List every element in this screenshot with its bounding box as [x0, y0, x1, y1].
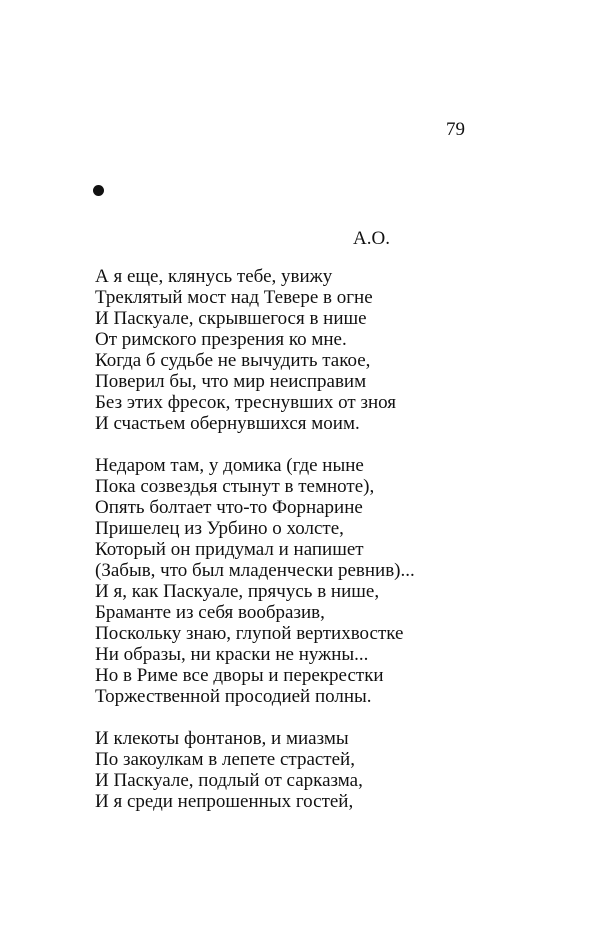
- poem-line: Треклятый мост над Тевере в огне: [95, 287, 373, 308]
- poem-line: И Паскуале, подлый от сарказма,: [95, 770, 363, 791]
- dedication: А.О.: [353, 228, 390, 249]
- poem-line: И Паскуале, скрывшегося в нише: [95, 308, 367, 329]
- poem-line: Но в Риме все дворы и перекрестки: [95, 665, 384, 686]
- poem-line: И счастьем обернувшихся моим.: [95, 413, 360, 434]
- poem-line: И я, как Паскуале, прячусь в нише,: [95, 581, 380, 602]
- poem-line: По закоулкам в лепете страстей,: [95, 749, 355, 770]
- poem-line: Поскольку знаю, глупой вертихвостке: [95, 623, 404, 644]
- stanza-2: [95, 455, 555, 707]
- poem-line: (Забыв, что был младенчески ревнив)...: [95, 560, 415, 581]
- poem-line: Браманте из себя вообразив,: [95, 602, 325, 623]
- poem-line: От римского презрения ко мне.: [95, 329, 347, 350]
- poem: [95, 266, 555, 833]
- bullet-icon: [93, 185, 104, 196]
- poem-line: Недаром там, у домика (где ныне: [95, 455, 364, 476]
- poem-line: Пока созвездья стынут в темноте),: [95, 476, 375, 497]
- poem-line: Без этих фресок, треснувших от зноя: [95, 392, 397, 413]
- poem-line: А я еще, клянусь тебе, увижу: [95, 266, 333, 287]
- poem-line: Когда б судьбе не вычудить такое,: [95, 350, 371, 371]
- poem-line: Ни образы, ни краски не нужны...: [95, 644, 369, 665]
- poem-line: И клекоты фонтанов, и миазмы: [95, 728, 349, 749]
- poem-line: Пришелец из Урбино о холсте,: [95, 518, 344, 539]
- poem-line: Поверил бы, что мир неисправим: [95, 371, 367, 392]
- poem-line: Который он придумал и напишет: [95, 539, 364, 560]
- stanza-3: [95, 728, 555, 812]
- stanza-1: [95, 266, 555, 434]
- poem-line: И я среди непрошенных гостей,: [95, 791, 354, 812]
- poem-line: Опять болтает что-то Форнарине: [95, 497, 363, 518]
- page-number: 79: [446, 119, 465, 140]
- poem-line: Торжественной просодией полны.: [95, 686, 372, 707]
